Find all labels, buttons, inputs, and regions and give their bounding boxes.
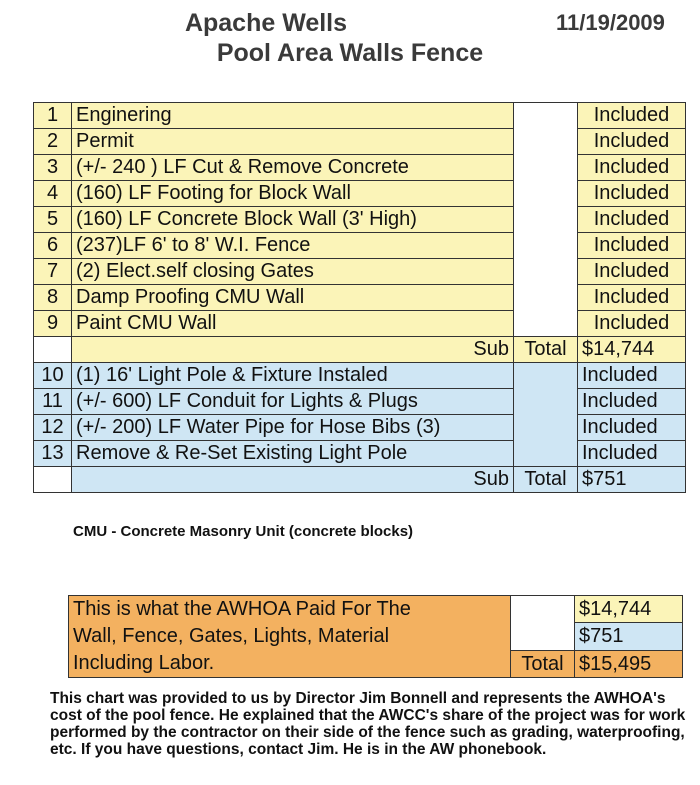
- row-number: 3: [34, 155, 72, 181]
- subtotal-row: [34, 337, 686, 363]
- row-number: 5: [34, 207, 72, 233]
- subtotal-label-sub: Sub: [72, 467, 514, 493]
- summary-blank-cell: [511, 596, 575, 651]
- summary-line-2: Wall, Fence, Gates, Lights, Material: [73, 625, 390, 647]
- summary-line-3: Including Labor.: [73, 652, 215, 674]
- row-amount: Included: [578, 259, 686, 285]
- row-amount: Included: [578, 415, 686, 441]
- row-number: 8: [34, 285, 72, 311]
- row-description: Paint CMU Wall: [72, 311, 514, 337]
- row-description: (1) 16' Light Pole & Fixture Instaled: [72, 363, 514, 389]
- table-row: [34, 285, 686, 311]
- row-amount: Included: [578, 311, 686, 337]
- row-description: Damp Proofing CMU Wall: [72, 285, 514, 311]
- table-row: [34, 415, 686, 441]
- table-row: [34, 233, 686, 259]
- table-row: [34, 129, 686, 155]
- row-amount: Included: [578, 233, 686, 259]
- row-amount: Included: [578, 103, 686, 129]
- row-description: (+/- 240 ) LF Cut & Remove Concrete: [72, 155, 514, 181]
- table-row: [34, 363, 686, 389]
- row-description: (160) LF Concrete Block Wall (3' High): [72, 207, 514, 233]
- summary-text: [69, 596, 511, 678]
- table-row: [34, 311, 686, 337]
- row-amount: Included: [578, 207, 686, 233]
- table-row: [34, 259, 686, 285]
- row-number: 6: [34, 233, 72, 259]
- row-description: (237)LF 6' to 8' W.I. Fence: [72, 233, 514, 259]
- row-description: Remove & Re-Set Existing Light Pole: [72, 441, 514, 467]
- summary-total-value: $15,495: [575, 650, 683, 677]
- subtotal-row: [34, 467, 686, 493]
- blank-column-cell: [514, 363, 578, 467]
- row-number: 1: [34, 103, 72, 129]
- row-number: 11: [34, 389, 72, 415]
- table-row: [34, 441, 686, 467]
- summary-table: [68, 595, 683, 678]
- row-description: (+/- 600) LF Conduit for Lights & Plugs: [72, 389, 514, 415]
- cmu-note: CMU - Concrete Masonry Unit (concrete blocks): [73, 523, 414, 540]
- row-description: (2) Elect.self closing Gates: [72, 259, 514, 285]
- row-number: 9: [34, 311, 72, 337]
- page-title: Apache Wells: [184, 9, 348, 37]
- footer-text: This chart was provided to us by Director Jim Bonnell and represents the AWHOA's cost of the pool fence. He explained that the AWCC's share of the project was for work performed by the contractor on their side of the fence such as grading, waterproofing, etc. If you have questions, contact Jim. He is in the AW phonebook.: [50, 690, 686, 758]
- date-label: 11/19/2009: [556, 10, 665, 35]
- subtotal-label-total: Total: [514, 467, 578, 493]
- row-amount: Included: [578, 441, 686, 467]
- blank-column-cell: [514, 103, 578, 337]
- table-row: [34, 103, 686, 129]
- page-subtitle: Pool Area Walls Fence: [216, 39, 484, 67]
- row-amount: Included: [578, 285, 686, 311]
- row-description: Permit: [72, 129, 514, 155]
- row-number: 13: [34, 441, 72, 467]
- table-row: [34, 207, 686, 233]
- row-description: Enginering: [72, 103, 514, 129]
- row-number: 4: [34, 181, 72, 207]
- summary-line-1: This is what the AWHOA Paid For The: [73, 598, 411, 620]
- table-row: [34, 181, 686, 207]
- row-amount: Included: [578, 155, 686, 181]
- summary-value-2: $751: [575, 623, 683, 650]
- row-amount: Included: [578, 363, 686, 389]
- row-number: 10: [34, 363, 72, 389]
- subtotal-value: $751: [578, 467, 686, 493]
- row-number: 7: [34, 259, 72, 285]
- row-number: 2: [34, 129, 72, 155]
- row-amount: Included: [578, 129, 686, 155]
- row-description: (160) LF Footing for Block Wall: [72, 181, 514, 207]
- subtotal-value: $14,744: [578, 337, 686, 363]
- table-row: [34, 389, 686, 415]
- subtotal-label-total: Total: [514, 337, 578, 363]
- cost-table: [33, 102, 686, 493]
- summary-value-1: $14,744: [575, 596, 683, 623]
- summary-total-label: Total: [511, 650, 575, 677]
- row-number: 12: [34, 415, 72, 441]
- subtotal-empty-cell: [34, 467, 72, 493]
- subtotal-empty-cell: [34, 337, 72, 363]
- row-amount: Included: [578, 181, 686, 207]
- summary-row-1: [69, 596, 683, 623]
- table-row: [34, 155, 686, 181]
- row-amount: Included: [578, 389, 686, 415]
- subtotal-label-sub: Sub: [72, 337, 514, 363]
- row-description: (+/- 200) LF Water Pipe for Hose Bibs (3): [72, 415, 514, 441]
